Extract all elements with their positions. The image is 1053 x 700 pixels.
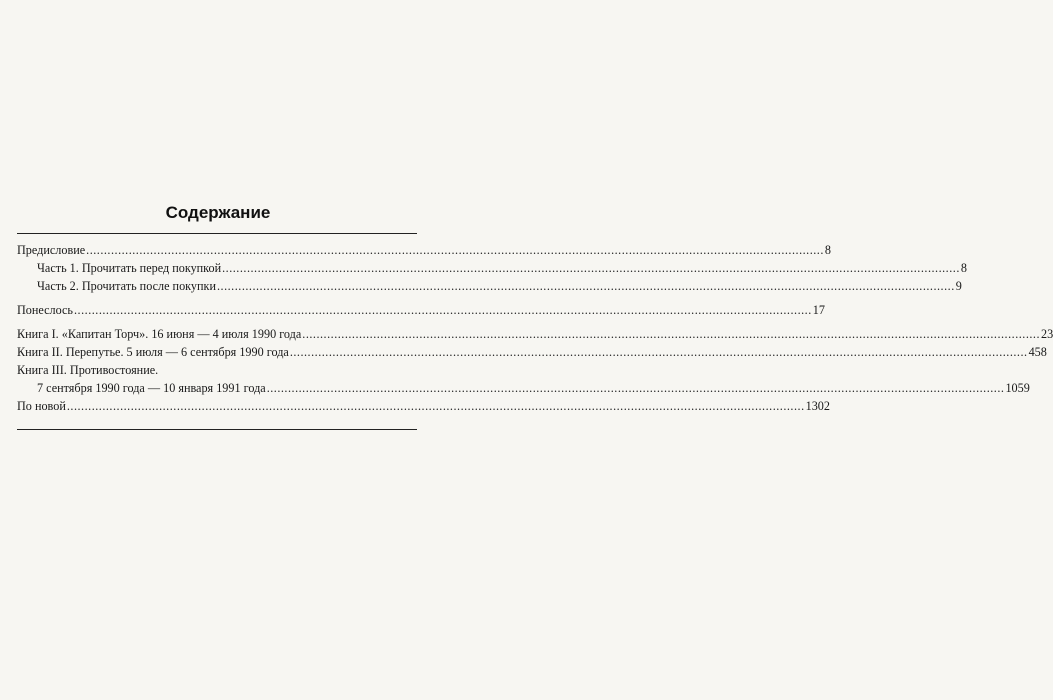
toc-heading: Содержание — [165, 203, 271, 222]
page-number: 458 — [1028, 345, 1047, 359]
page-number: 8 — [960, 261, 967, 275]
toc-entry-book3[interactable]: Книга III. Противостояние. — [17, 363, 159, 377]
toc-entry-book2[interactable]: Книга II. Перепутье. 5 июля — 6 сентября 1990 года ................................................................................................................................................................................................................ 458 — [17, 345, 1047, 359]
page-number: 1059 — [1005, 381, 1030, 395]
toc-entry-preface[interactable]: Предисловие ................................................................................................................................................................................................................ 8 — [17, 243, 831, 257]
toc-entry-part1[interactable]: Часть 1. Прочитать перед покупкой ................................................................................................................................................................................................................ 8 — [37, 261, 967, 275]
bottom-rule — [17, 429, 417, 430]
page-number: 1302 — [805, 399, 830, 413]
bleed-through-text — [60, 150, 380, 200]
toc-entry-book1[interactable]: Книга I. «Капитан Торч». 16 июня — 4 июля 1990 года ................................................................................................................................................................................................................ 23 — [17, 327, 1053, 341]
page-number: 23 — [1041, 327, 1053, 341]
page-number: 8 — [824, 243, 831, 257]
dot-leader: ................................................................................................................................................................................................................ — [266, 381, 1005, 395]
bleed-through-text — [60, 62, 380, 140]
page-number: 9 — [955, 279, 962, 293]
table-of-contents — [17, 241, 1053, 415]
toc-entry-book3-dates[interactable]: 7 сентября 1990 года — 10 января 1991 года ................................................................................................................................................................................................................ 1059 — [37, 381, 1030, 395]
bleed-through-text — [60, 470, 380, 680]
dot-leader: ................................................................................................................................................................................................................ — [289, 345, 1028, 359]
toc-entry-part2[interactable]: Часть 2. Прочитать после покупки ................................................................................................................................................................................................................ 9 — [37, 279, 962, 293]
dot-leader: ................................................................................................................................................................................................................ — [222, 261, 960, 275]
dot-leader: ................................................................................................................................................................................................................ — [66, 399, 805, 413]
top-rule — [17, 233, 417, 234]
dot-leader: ................................................................................................................................................................................................................ — [302, 327, 1041, 341]
dot-leader: ................................................................................................................................................................................................................ — [216, 279, 955, 293]
toc-entry-po-novoy[interactable]: По новой ................................................................................................................................................................................................................ 1302 — [17, 399, 830, 413]
page-number: 17 — [812, 303, 825, 317]
dot-leader: ................................................................................................................................................................................................................ — [86, 243, 824, 257]
dot-leader: ................................................................................................................................................................................................................ — [74, 303, 812, 317]
toc-entry-poneslos[interactable]: Понеслось ................................................................................................................................................................................................................ 17 — [17, 303, 825, 317]
